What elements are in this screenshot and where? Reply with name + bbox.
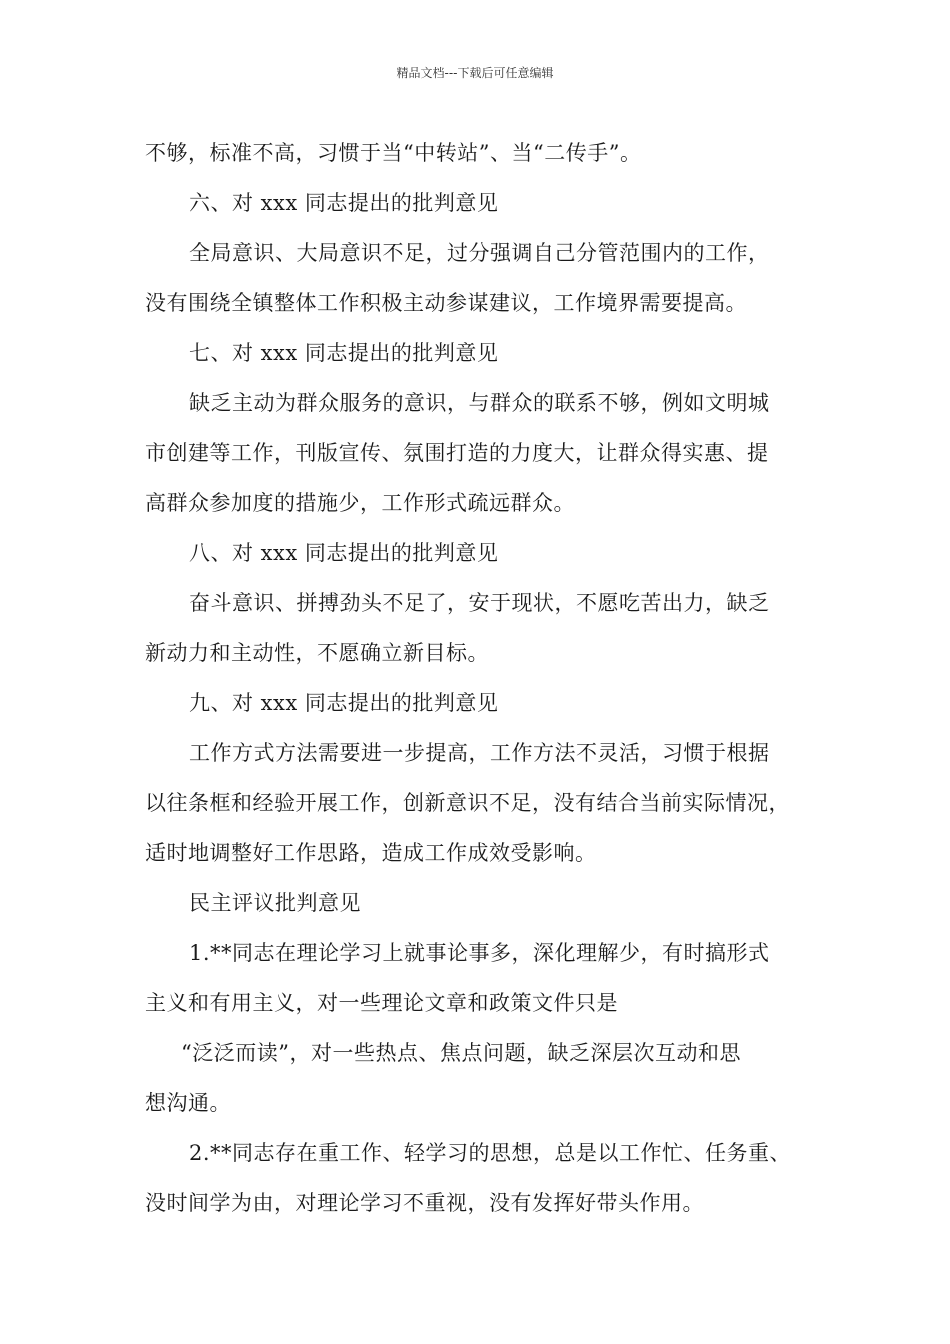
paragraph-line: 适时地调整好工作思路，造成工作成效受影响。 bbox=[145, 841, 597, 865]
paragraph-line: 缺乏主动为群众服务的意识，与群众的联系不够，例如文明城 bbox=[189, 391, 770, 415]
paragraph-line: 高群众参加度的措施少，工作形式疏远群众。 bbox=[145, 491, 575, 515]
section-heading-8: 八、对 xxx 同志提出的批判意见 bbox=[189, 541, 499, 565]
paragraph-line: 工作方式方法需要进一步提高，工作方法不灵活，习惯于根据 bbox=[189, 741, 770, 765]
paragraph-line: 1.**同志在理论学习上就事论事多，深化理解少，有时搞形式 bbox=[189, 941, 770, 965]
section-heading-democratic-review: 民主评议批判意见 bbox=[189, 891, 361, 915]
paragraph-line: 新动力和主动性，不愿确立新目标。 bbox=[145, 641, 489, 665]
paragraph-line: 没时间学为由，对理论学习不重视，没有发挥好带头作用。 bbox=[145, 1191, 704, 1215]
paragraph-line: 市创建等工作，刊版宣传、氛围打造的力度大，让群众得实惠、提 bbox=[145, 441, 769, 465]
paragraph-line: 全局意识、大局意识不足，过分强调自己分管范围内的工作， bbox=[189, 241, 770, 265]
paragraph-line: 以往条框和经验开展工作，创新意识不足，没有结合当前实际情况， bbox=[145, 791, 790, 815]
paragraph-line: 不够，标准不高，习惯于当“中转站”、当“二传手”。 bbox=[145, 141, 642, 165]
paragraph-line: 奋斗意识、拼搏劲头不足了，安于现状，不愿吃苦出力，缺乏 bbox=[189, 591, 770, 615]
paragraph-line: 想沟通。 bbox=[145, 1091, 231, 1115]
paragraph-line: “泛泛而读”，对一些热点、焦点问题，缺乏深层次互动和思 bbox=[181, 1041, 741, 1065]
paragraph-line: 没有围绕全镇整体工作积极主动参谋建议，工作境界需要提高。 bbox=[145, 291, 747, 315]
page-header: 精品文档---下载后可任意编辑 bbox=[396, 66, 554, 80]
document-body bbox=[145, 128, 810, 1228]
section-heading-6: 六、对 xxx 同志提出的批判意见 bbox=[189, 191, 499, 215]
paragraph-line: 主义和有用主义，对一些理论文章和政策文件只是 bbox=[145, 991, 618, 1015]
paragraph-line: 2.**同志存在重工作、轻学习的思想，总是以工作忙、任务重、 bbox=[189, 1141, 792, 1165]
section-heading-7: 七、对 xxx 同志提出的批判意见 bbox=[189, 341, 499, 365]
section-heading-9: 九、对 xxx 同志提出的批判意见 bbox=[189, 691, 499, 715]
